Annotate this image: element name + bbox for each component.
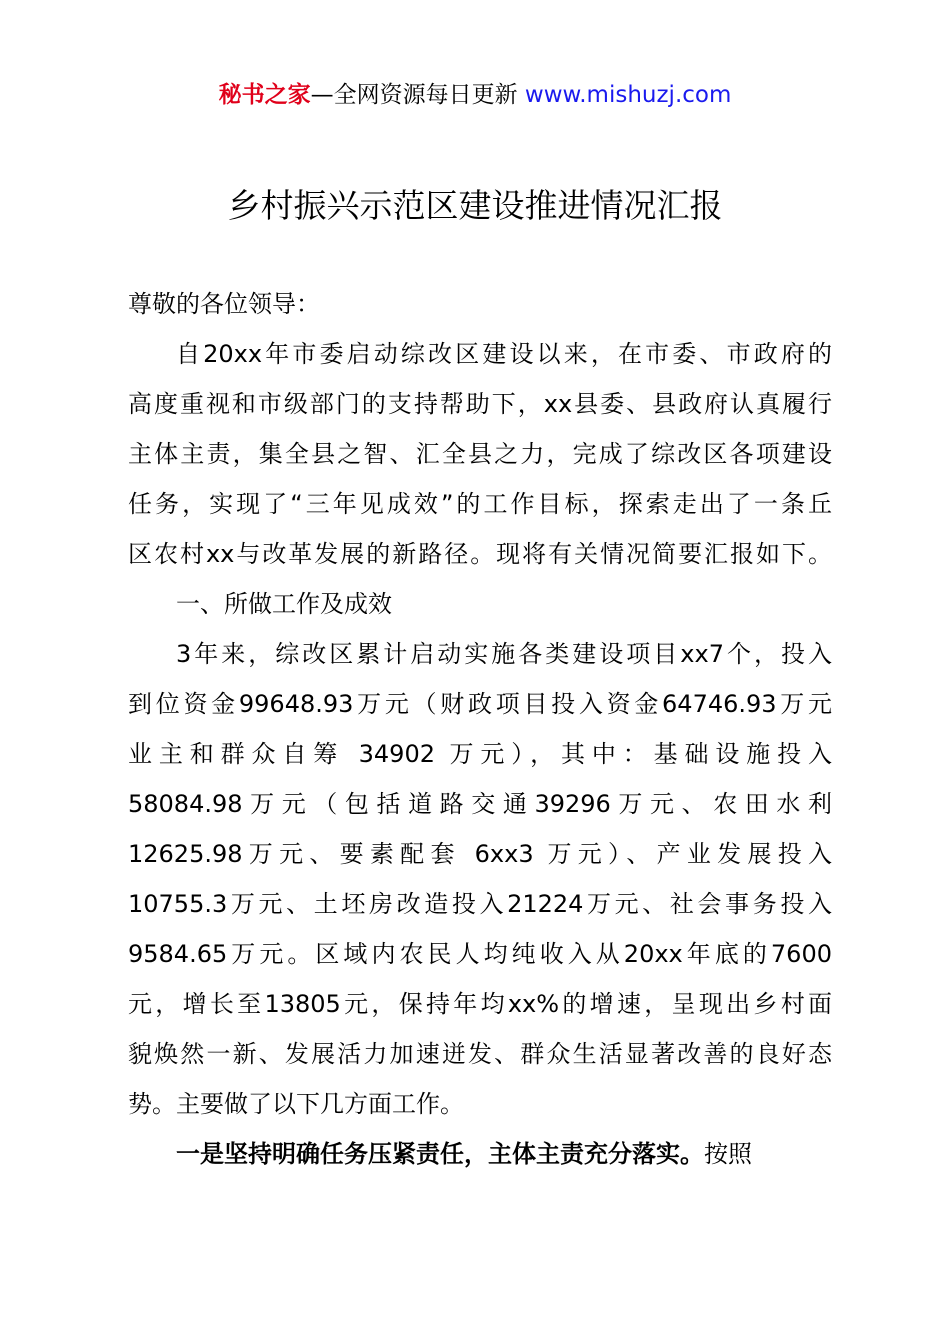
- paragraph-line: 元，增长至13805元，保持年均xx%的增速，呈现出乡村面: [128, 990, 832, 1018]
- salutation: 尊敬的各位领导：: [128, 290, 320, 318]
- paragraph-line: 高度重视和市级部门的支持帮助下，xx县委、县政府认真履行: [128, 390, 832, 418]
- paragraph-line: 区农村xx与改革发展的新路径。现将有关情况简要汇报如下。: [128, 540, 832, 568]
- paragraph-line: 9584.65万元。区域内农民人均纯收入从20xx年底的7600: [128, 940, 832, 968]
- paragraph-line: [128, 1134, 832, 1184]
- site-header: [0, 78, 950, 112]
- bold-lead-sentence: 一是坚持明确任务压紧责任，主体主责充分落实。: [176, 1140, 704, 1168]
- paragraph-line: 自20xx年市委启动综改区建设以来，在市委、市政府的: [176, 340, 832, 368]
- paragraph-line: 10755.3万元、土坯房改造投入21224万元、社会事务投入: [128, 890, 832, 918]
- paragraph-line: 58084.98万元（包括道路交通39296万元、农田水利: [128, 790, 832, 818]
- site-brand: 秘书之家: [218, 82, 311, 108]
- paragraph-line: 业主和群众自筹 34902 万元），其中：基础设施投入: [128, 740, 832, 768]
- paragraph-line: 主体主责，集全县之智、汇全县之力，完成了综改区各项建设: [128, 440, 832, 468]
- paragraph-line: 任务，实现了“三年见成效”的工作目标，探索走出了一条丘: [128, 490, 832, 518]
- paragraph-line: 12625.98万元、要素配套 6xx3 万元）、产业发展投入: [128, 840, 832, 868]
- site-url-link[interactable]: www.mishuzj.com: [524, 82, 732, 108]
- paragraph-line: 势。主要做了以下几方面工作。: [128, 1090, 464, 1118]
- document-body: [128, 284, 832, 1184]
- site-tagline: —全网资源每日更新: [310, 82, 518, 108]
- paragraph-line: 到位资金99648.93万元（财政项目投入资金64746.93万元: [128, 690, 832, 718]
- paragraph-line: 貌焕然一新、发展活力加速迸发、群众生活显著改善的良好态: [128, 1040, 832, 1068]
- section-heading: 一、所做工作及成效: [176, 590, 392, 618]
- document-title: 乡村振兴示范区建设推进情况汇报: [227, 186, 723, 225]
- paragraph-line: 3年来，综改区累计启动实施各类建设项目xx7个，投入: [176, 640, 832, 668]
- paragraph-continuation: 按照: [704, 1140, 752, 1168]
